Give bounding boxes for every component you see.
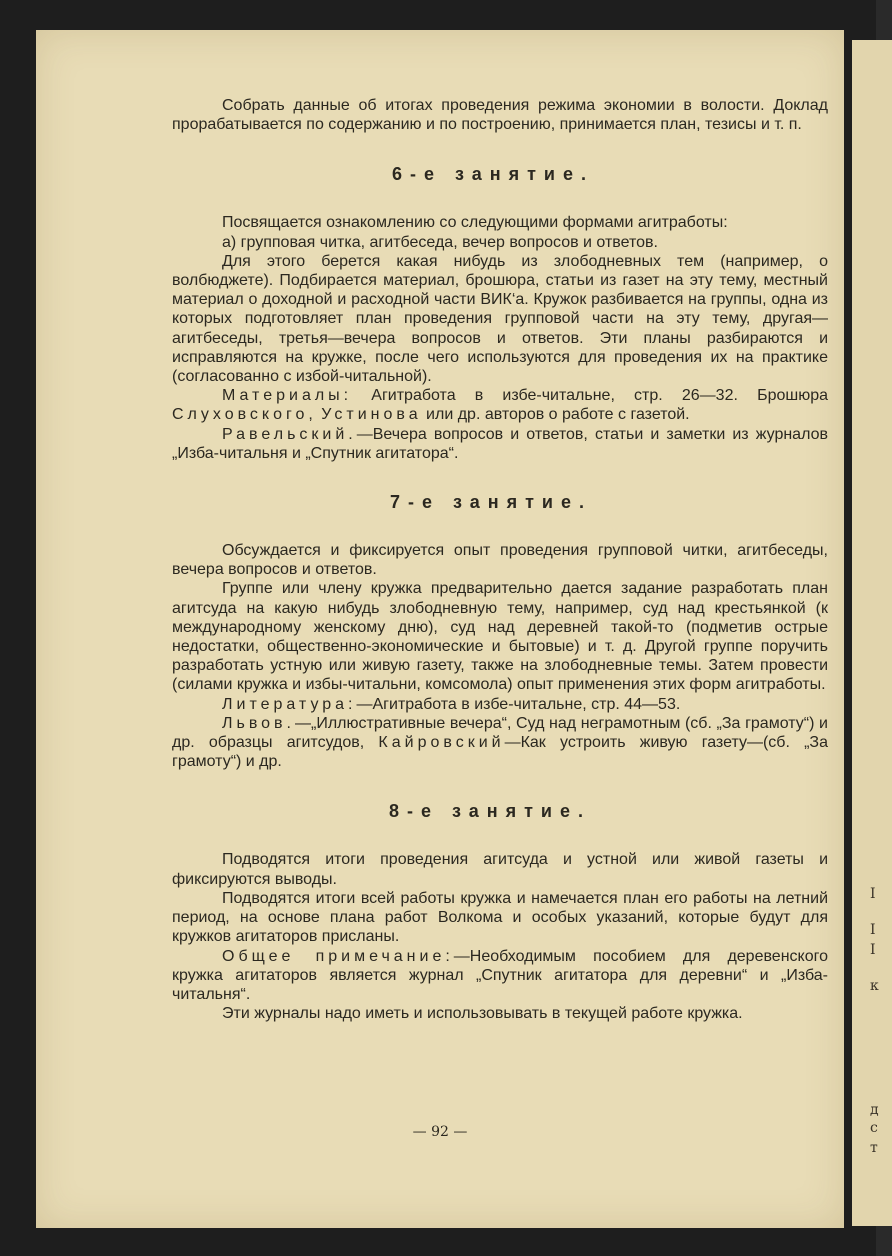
- lesson-6-paragraph: Для этого берется какая нибудь из злободневных тем (например, о волбюджете). Подбирается материал, брошюра, статьи из газет на эту тему, местный материал о доходной и расходной части ВИК‘а. Кружок разбивается на группы, одна из которых подготовляет план проведения групповой части на эту тему, другая—агитбеседы, третья—вечера вопросов и ответов. Эти планы разбираются и исправляются на кружке, после чего используются для проведения их на практике (согласованно с избой-читальной).: [172, 252, 828, 386]
- lesson-6-heading: 6-е занятие.: [392, 164, 595, 185]
- lesson-8-heading: 8-е занятие.: [389, 801, 592, 822]
- page-text: [172, 96, 828, 1023]
- lesson-8-paragraph: Эти журналы надо иметь и использовывать в текущей работе кружка.: [222, 1005, 743, 1023]
- author-name: Устинова: [321, 406, 422, 424]
- literature-label: Литература:: [222, 695, 357, 713]
- materials-label: Материалы:: [222, 387, 353, 405]
- note-label: Общее примечание:: [222, 947, 454, 965]
- next-page-fragment: д: [870, 1102, 879, 1118]
- lesson-7-lvov: [172, 714, 828, 772]
- next-page-fragment: I: [870, 886, 876, 902]
- author-name: Кайровский: [378, 734, 505, 752]
- next-page-fragment: к: [870, 978, 879, 994]
- lesson-6-ravelsky: [172, 425, 828, 463]
- lesson-8-paragraph: Подводятся итоги проведения агитсуда и устной или живой газеты и фиксируются выводы.: [172, 851, 828, 888]
- materials-text: Агитработа в избе-читальне, стр. 26—32. Брошюра: [352, 387, 828, 405]
- lesson-8-paragraph: Подводятся итоги всей работы кружка и намечается план его работы на летний период, на основе плана работ Волкома и особых указаний, которые будут для кружков агитаторов присланы.: [172, 889, 828, 946]
- author-name: Слуховского,: [172, 406, 317, 424]
- lesson-6-paragraph: а) групповая читка, агитбеседа, вечер вопросов и ответов.: [222, 233, 658, 251]
- next-page-fragment: т: [870, 1140, 878, 1156]
- lesson-8-note: [172, 947, 828, 1005]
- reference-text: —Вечера вопросов и ответов, статьи и заметки из журналов „Изба-читальня и „Спутник агитатора“.: [172, 425, 828, 462]
- lesson-7-paragraph: Группе или члену кружка предварительно дается задание разработать план агитсуда на какую нибудь злободневную тему, например, суд над крестьянкой (к международному женскому дню), суд над деревней такой-то (подметив острые недостатки, общественно-экономические и бытовые) и т. д. Другой группе поручить разработать устную или живую газету, также на злободневные темы. Затем провести (силами кружка и избы-читальни, комсомола) опыт применения этих форм агитработы.: [172, 580, 828, 694]
- reference-text: —„Иллюстративные вечера“, Суд над неграмотным (сб. „За грамоту“) и др. образцы агитсудов,: [172, 714, 828, 752]
- next-page-edge: [852, 40, 892, 1226]
- next-page-fragment: I: [870, 942, 876, 958]
- note-text: —Необходимым пособием для деревенского кружка агитаторов является журнал „Спутник агитатора для деревни“ и „Изба-читальня“.: [172, 947, 828, 1003]
- lesson-7-literature: [172, 695, 828, 714]
- next-page-fragment: I: [870, 922, 876, 938]
- next-page-fragment: с: [870, 1120, 878, 1136]
- lesson-7-paragraph: Обсуждается и фиксируется опыт проведения групповой читки, агитбеседы, вечера вопросов и ответов.: [172, 542, 828, 579]
- intro-paragraph: Собрать данные об итогах проведения режима экономии в волости. Доклад прорабатывается по содержанию и по построению, принимается план, тезисы и т. п.: [172, 97, 828, 134]
- page-number: — 92 —: [412, 1124, 468, 1140]
- author-name: Равельский.: [222, 425, 357, 443]
- reference-text: —Агитработа в избе-читальне, стр. 44—53.: [356, 695, 681, 713]
- materials-text: или др. авторов о работе с газетой.: [421, 406, 690, 424]
- lesson-6-paragraph: Посвящается ознакомлению со следующими формами агитработы:: [222, 214, 728, 232]
- lesson-7-heading: 7-е занятие.: [390, 492, 593, 513]
- reference-text: —Как устроить живую газету—(сб. „За грамоту“) и др.: [172, 734, 828, 771]
- lesson-6-materials: [172, 386, 828, 424]
- author-name: Львов.: [222, 714, 295, 732]
